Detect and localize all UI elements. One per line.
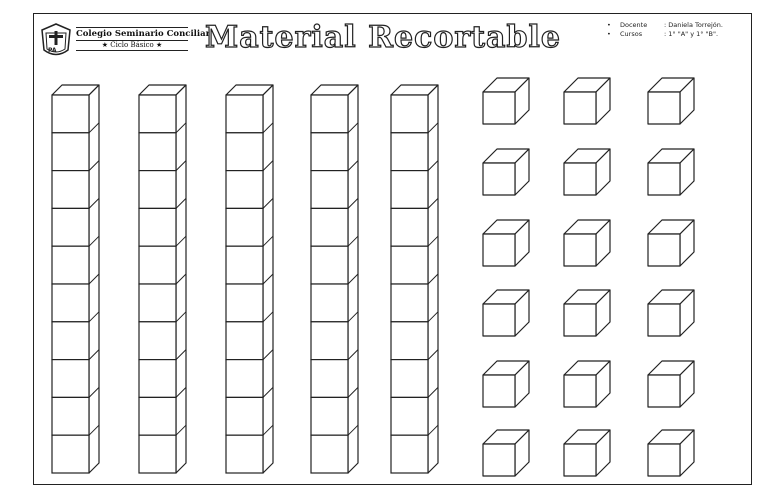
rod-unit [311,133,348,171]
page-title: Material Recortable [205,20,561,55]
unit-cube [564,290,610,336]
unit-cube [564,361,610,407]
rod-unit [311,95,348,133]
rod-unit [311,284,348,322]
info-label: Cursos [620,30,643,38]
rod-unit [139,397,176,435]
unit-cube [648,220,694,266]
bullet-icon: • [607,21,611,29]
rod-unit [311,208,348,246]
rod-unit [139,95,176,133]
school-name: Colegio Seminario Conciliar [76,29,211,39]
rod-unit [391,208,428,246]
rod-of-ten [311,85,358,473]
rod-unit [311,322,348,360]
rod-unit [139,284,176,322]
rod-unit [52,435,89,473]
rod-unit [52,171,89,209]
rod-unit [52,284,89,322]
svg-text:PA: PA [48,47,57,54]
rod-unit [139,208,176,246]
rod-of-ten [391,85,438,473]
rod-unit [226,246,263,284]
rod-unit [226,397,263,435]
unit-cube [483,220,529,266]
info-value: : 1° "A" y 1° "B". [664,30,719,38]
rod-of-ten [52,85,99,473]
rod-unit [391,322,428,360]
unit-cube [648,361,694,407]
school-subtitle: ★ Ciclo Básico ★ [76,41,188,51]
rod-unit [226,360,263,398]
rod-unit [226,133,263,171]
rod-unit [226,284,263,322]
info-value: : Daniela Torrejón. [664,21,723,29]
unit-cube [483,430,529,476]
rod-unit [391,246,428,284]
unit-cube [648,149,694,195]
rod-unit [391,171,428,209]
rod-unit [391,95,428,133]
rod-unit [226,322,263,360]
rod-unit [391,397,428,435]
rod-unit [226,171,263,209]
rod-unit [311,397,348,435]
unit-cube [564,220,610,266]
unit-cube [483,361,529,407]
rod-unit [52,397,89,435]
rod-unit [391,133,428,171]
rod-unit [311,360,348,398]
rod-unit [139,435,176,473]
rod-unit [391,284,428,322]
rod-unit [391,360,428,398]
rod-unit [139,133,176,171]
unit-cube [483,149,529,195]
unit-cube [483,78,529,124]
rod-unit [391,435,428,473]
rod-unit [139,322,176,360]
rod-unit [139,360,176,398]
rod-unit [139,171,176,209]
unit-cube [564,78,610,124]
rod-unit [226,95,263,133]
unit-cube [483,290,529,336]
rod-unit [52,208,89,246]
rod-unit [52,95,89,133]
rod-of-ten [226,85,273,473]
rod-of-ten [139,85,186,473]
rod-unit [52,322,89,360]
rod-unit [226,435,263,473]
unit-cube [564,149,610,195]
info-label: Docente [620,21,648,29]
rod-unit [139,246,176,284]
rod-unit [311,246,348,284]
unit-cube [648,78,694,124]
bullet-icon: • [607,30,611,38]
rod-unit [311,171,348,209]
rod-unit [52,133,89,171]
rod-unit [226,208,263,246]
rod-unit [311,435,348,473]
unit-cube [564,430,610,476]
unit-cube [648,290,694,336]
rod-unit [52,246,89,284]
rod-unit [52,360,89,398]
unit-cube [648,430,694,476]
